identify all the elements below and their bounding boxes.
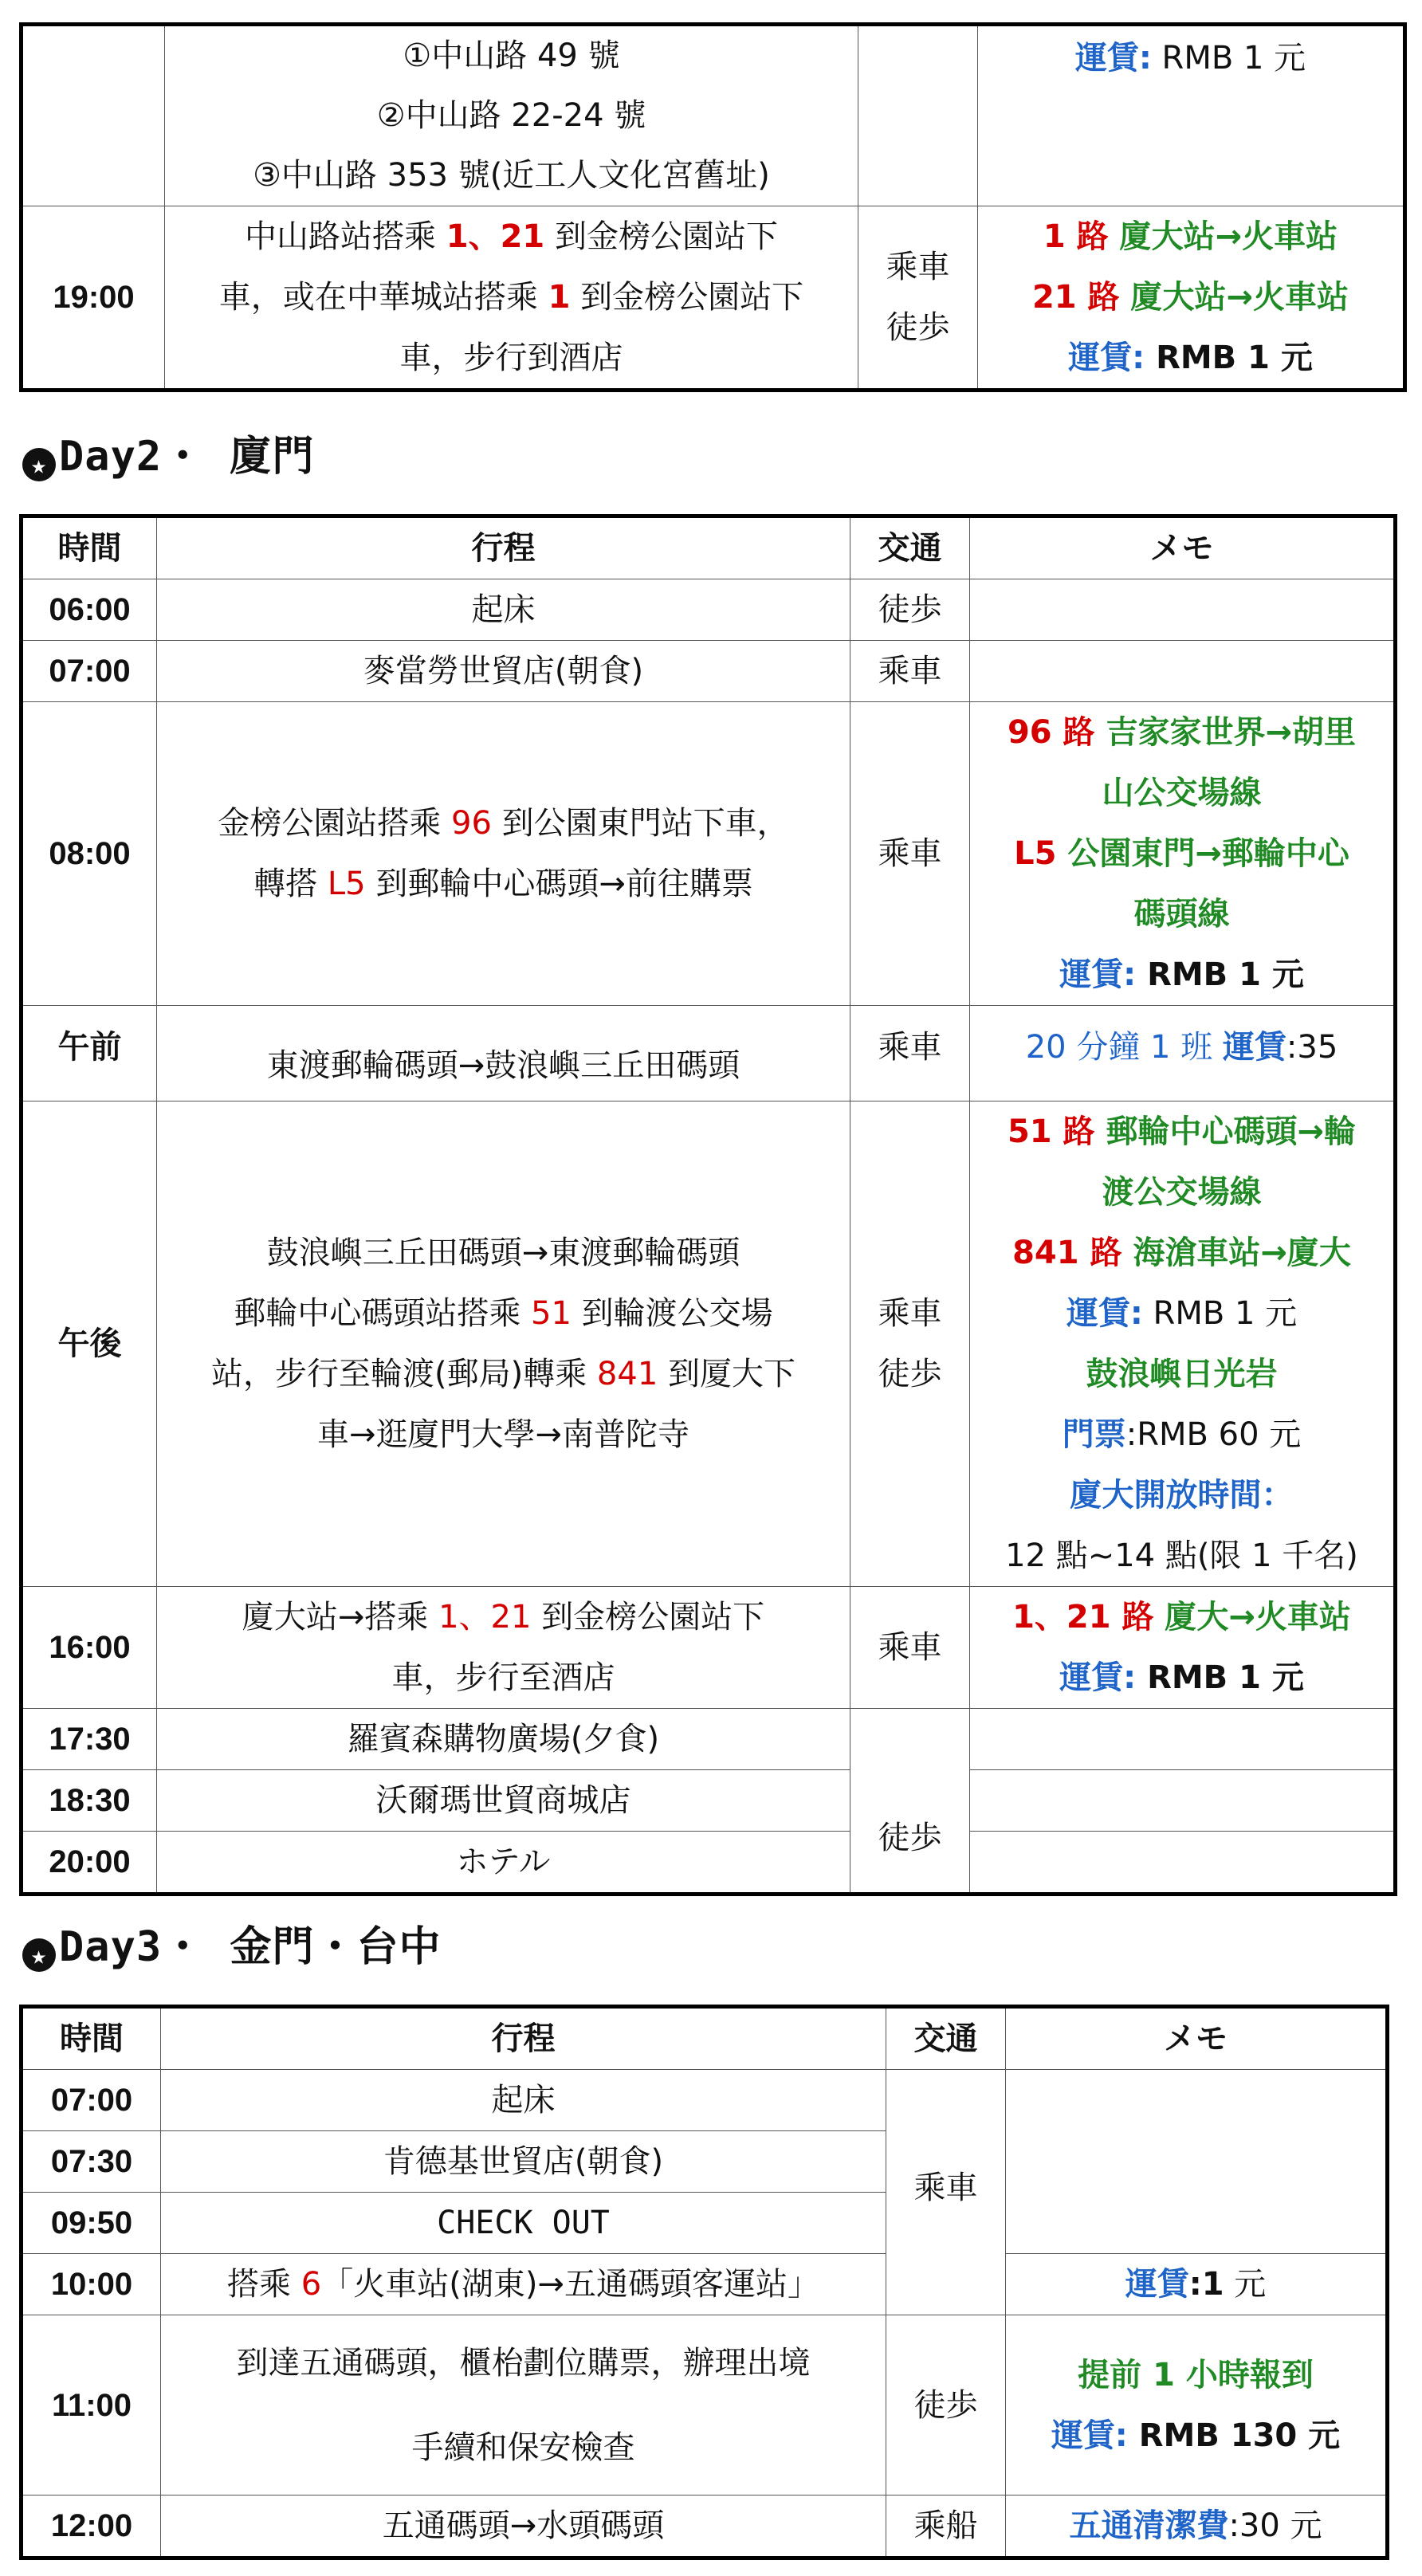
- table-header: [22, 2007, 1388, 2070]
- day2-table: [19, 514, 1397, 1896]
- header-transport: 交通: [850, 516, 970, 579]
- table-row: 10:00 搭乘 6「火車站(湖東)→五通碼頭客運站」 運賃:1 元: [22, 2254, 1388, 2315]
- table-row: 20:00 ホテル: [22, 1832, 1396, 1895]
- time-cell: [22, 25, 165, 206]
- memo-cell: [978, 25, 1405, 206]
- table-row: 午前 東渡郵輪碼頭→鼓浪嶼三丘田碼頭 乘車 20 分鐘 1 班 運賃:35: [22, 1006, 1396, 1101]
- table-row: [22, 206, 1405, 391]
- table-row: 06:00 起床 徒歩: [22, 579, 1396, 641]
- fare-label: 運賃:: [1074, 40, 1152, 77]
- plan-cell: 中山路站搭乘 1、21 到金榜公園站下 車，或在中華城站搭乘 1 到金榜公園站下 車，步行到酒店: [165, 206, 858, 391]
- table-header: [22, 516, 1396, 579]
- header-time: 時間: [22, 516, 157, 579]
- memo-cell: 1 路 廈大站→火車站 21 路 廈大站→火車站 運賃: RMB 1 元: [978, 206, 1405, 391]
- address-1: ①中山路 49 號: [403, 37, 620, 74]
- bus-number: 1: [548, 279, 571, 316]
- day1-table: [19, 22, 1407, 392]
- table-row: [22, 25, 1405, 206]
- day3-table: [19, 2005, 1389, 2560]
- bus-number: 1、21: [446, 218, 545, 255]
- header-memo: メモ: [970, 516, 1396, 579]
- star-icon: ★: [22, 448, 56, 481]
- day2-heading: ★ Day2・ 廈門: [22, 422, 315, 482]
- table-row: 12:00 五通碼頭→水頭碼頭 乘船 五通清潔費:30 元: [22, 2496, 1388, 2558]
- table-row: 11:00 到達五通碼頭，櫃枱劃位購票，辦理出境 手續和保安檢查 徒歩 提前 1 小時報到 運賃: RMB 130 元: [22, 2315, 1388, 2496]
- transport-cell: 乘車 徒歩: [858, 206, 978, 391]
- table-row: 午後 鼓浪嶼三丘田碼頭→東渡郵輪碼頭 郵輪中心碼頭站搭乘 51 到輪渡公交場 站，步行至輪渡(郵局)轉乘 841 到厦大下 車→逛廈門大學→南普陀寺 乘車 徒歩 51 路 郵輪中心碼頭→輪 渡公交場線 841 路 海滄車站→廈大 運賃: RMB 1 元 鼓浪嶼日光岩 門票:RMB 60 元 廈大開放時間： 12 點~14 點(限 1 千名): [22, 1101, 1396, 1587]
- address-2: ②中山路 22-24 號: [376, 97, 646, 134]
- header-plan: 行程: [161, 2007, 886, 2070]
- header-time: 時間: [22, 2007, 161, 2070]
- star-icon: ★: [22, 1938, 56, 1972]
- time-cell: 19:00: [22, 206, 165, 391]
- table-row: 18:30 沃爾瑪世貿商城店: [22, 1770, 1396, 1832]
- table-row: 17:30 羅賓森購物廣場(夕食) 徒歩: [22, 1709, 1396, 1770]
- header-plan: 行程: [157, 516, 850, 579]
- table-row: 16:00 廈大站→搭乘 1、21 到金榜公園站下 車，步行至酒店 乘車 1、21 路 廈大→火車站 運賃: RMB 1 元: [22, 1587, 1396, 1709]
- table-row: 07:00 起床 乘車: [22, 2070, 1388, 2131]
- table-row: 09:50 CHECK OUT: [22, 2193, 1388, 2254]
- fare-value: RMB 1 元: [1151, 40, 1306, 77]
- transport-cell: [858, 25, 978, 206]
- header-memo: メモ: [1006, 2007, 1388, 2070]
- header-transport: 交通: [886, 2007, 1006, 2070]
- table-row: 07:00 麥當勞世貿店(朝食) 乘車: [22, 641, 1396, 702]
- table-row: 07:30 肯德基世貿店(朝食): [22, 2131, 1388, 2193]
- address-3: ③中山路 353 號(近工人文化宮舊址): [253, 157, 770, 194]
- day3-heading: ★ Day3・ 金門・台中: [22, 1913, 442, 1973]
- table-row: 08:00 金榜公園站搭乘 96 到公園東門站下車， 轉搭 L5 到郵輪中心碼頭→前往購票 乘車 96 路 吉家家世界→胡里 山公交場線 L5 公園東門→郵輪中心 碼頭線 運賃: RMB 1 元: [22, 702, 1396, 1006]
- plan-cell: [165, 25, 858, 206]
